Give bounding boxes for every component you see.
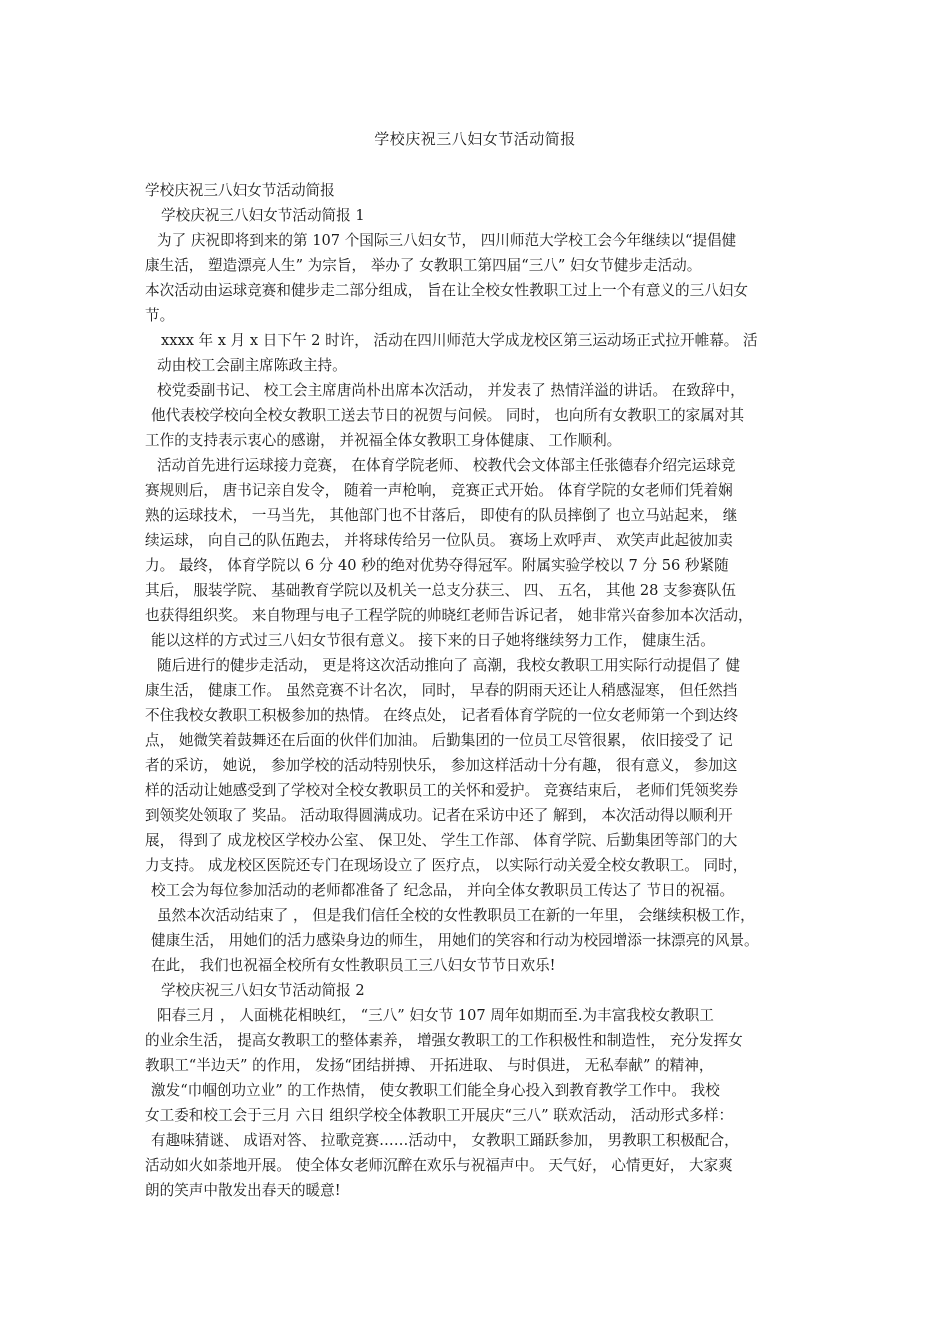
text-line: 者的采访， 她说， 参加学校的活动特别快乐， 参加这样活动十分有趣， 很有意义， 参加这 bbox=[145, 757, 738, 774]
text-line: 到领奖处领取了 奖品。 活动取得圆满成功。记者在采访中还了 解到， 本次活动得以顺利开 bbox=[145, 807, 733, 824]
text-line: 学校庆祝三八妇女节活动简报 bbox=[145, 182, 335, 199]
text-line: 能以这样的方式过三八妇女节很有意义。 接下来的日子她将继续努力工作， 健康生活。 bbox=[151, 632, 715, 649]
text-line: 校党委副书记、 校工会主席唐尚朴出席本次活动， 并发表了 热情洋溢的讲话。 在致辞中， bbox=[157, 382, 745, 399]
text-line: 其后， 服装学院、 基础教育学院以及机关一总支分获三、 四、 五名， 其他 28 支参赛队伍 bbox=[145, 582, 737, 599]
text-line: 的业余生活， 提高女教职工的整体素养， 增强女教职工的工作积极性和制造性， 充分发挥女 bbox=[145, 1032, 743, 1049]
text-line: 有趣味猜谜、 成语对答、 拉歌竞赛……活动中， 女教职工踊跃参加， 男教职工积极配合， bbox=[151, 1132, 739, 1149]
text-line: xxxx 年 x 月 x 日下午 2 时许， 活动在四川师范大学成龙校区第三运动场正式拉开帷幕。 活 bbox=[161, 332, 758, 349]
document-body bbox=[145, 178, 817, 1203]
text-line: 健康生活， 用她们的活力感染身边的师生， 用她们的笑容和行动为校园增添一抹漂亮的风景。 bbox=[151, 932, 759, 949]
text-line: 阳春三月 ， 人面桃花相映红， “三八” 妇女节 107 周年如期而至.为丰富我校女教职工 bbox=[157, 1007, 714, 1024]
text-line: 也获得组织奖。 来自物理与电子工程学院的帅晓红老师告诉记者， 她非常兴奋参加本次活动， bbox=[145, 607, 753, 624]
text-line: 工作的支持表示衷心的感谢， 并祝福全体女教职工身体健康、 工作顺利。 bbox=[145, 432, 622, 449]
text-line: 不住我校女教职工积极参加的热情。 在终点处， 记者看体育学院的一位女老师第一个到达终 bbox=[145, 707, 739, 724]
text-line: 康生活， 健康工作。 虽然竞赛不计名次， 同时， 早春的阴雨天还让人稍感湿寒， 但任然挡 bbox=[145, 682, 738, 699]
text-line: 学校庆祝三八妇女节活动简报 1 bbox=[161, 207, 365, 224]
text-line: 续运球， 向自己的队伍跑去， 并将球传给另一位队员。 赛场上欢呼声、 欢笑声此起彼加卖 bbox=[145, 532, 733, 549]
text-line: 本次活动由运球竞赛和健步走二部分组成， 旨在让全校女性教职工过上一个有意义的三八妇女 bbox=[145, 282, 748, 299]
text-line: 节。 bbox=[145, 307, 175, 324]
text-line: 力支持。 成龙校区医院还专门在现场设立了 医疗点， 以实际行动关爱全校女教职工。 同时， bbox=[145, 857, 748, 874]
text-line: 教职工“半边天” 的作用， 发扬“团结拼搏、 开拓进取、 与时俱进， 无私奉献” 的精神， bbox=[145, 1057, 714, 1074]
text-line: 为了 庆祝即将到来的第 107 个国际三八妇女节， 四川师范大学校工会今年继续以“提倡健 bbox=[157, 232, 737, 249]
text-line: 点， 她微笑着鼓舞还在后面的伙伴们加油。 后勤集团的一位员工尽管很累， 依旧接受了 记 bbox=[145, 732, 733, 749]
text-line: 展， 得到了 成龙校区学校办公室、 保卫处、 学生工作部、 体育学院、后勤集团等部门的大 bbox=[145, 832, 738, 849]
text-line: 赛规则后， 唐书记亲自发令， 随着一声枪响， 竞赛正式开始。 体育学院的女老师们凭着娴 bbox=[145, 482, 733, 499]
text-line: 熟的运球技术， 一马当先， 其他部门也不甘落后， 即使有的队员摔倒了 也立马站起来， 继 bbox=[145, 507, 738, 524]
text-line: 动由校工会副主席陈政主持。 bbox=[157, 357, 347, 374]
text-line: 力。 最终， 体育学院以 6 分 40 秒的绝对优势夺得冠军。附属实验学校以 7 分 56 秒紧随 bbox=[145, 557, 729, 574]
text-line: 虽然本次活动结束了 ， 但是我们信任全校的女性教职员工在新的一年里， 会继续积极工作， bbox=[157, 907, 755, 924]
text-line: 学校庆祝三八妇女节活动简报 2 bbox=[161, 982, 365, 999]
document-title: 学校庆祝三八妇女节活动简报 bbox=[374, 130, 576, 148]
text-line: 激发“巾帼创功立业” 的工作热情， 使女教职工们能全身心投入到教育教学工作中。 我校 bbox=[151, 1082, 720, 1099]
text-line: 活动首先进行运球接力竞赛， 在体育学院老师、 校教代会文体部主任张德春介绍完运球竞 bbox=[157, 457, 736, 474]
text-line: 校工会为每位参加活动的老师都准备了 纪念品， 并向全体女教职员工传达了 节日的祝福。 bbox=[151, 882, 735, 899]
text-line: 朗的笑声中散发出春天的暖意! bbox=[145, 1182, 341, 1199]
text-line: 在此， 我们也祝福全校所有女性教职员工三八妇女节节日欢乐! bbox=[151, 957, 556, 974]
text-line: 样的活动让她感受到了学校对全校女教职员工的关怀和爱护。 竞赛结束后， 老师们凭领奖券 bbox=[145, 782, 739, 799]
text-line: 他代表校学校向全校女教职工送去节日的祝贺与问候。 同时， 也向所有女教职工的家属对其 bbox=[151, 407, 745, 424]
text-line: 康生活， 塑造漂亮人生” 为宗旨， 举办了 女教职工第四届“三八” 妇女节健步走活动。 bbox=[145, 257, 702, 274]
text-line: 活动如火如荼地开展。 使全体女老师沉醉在欢乐与祝福声中。 天气好， 心情更好， 大家爽 bbox=[145, 1157, 733, 1174]
text-line: 女工委和校工会于三月 六日 组织学校全体教职工开展庆“三八” 联欢活动， 活动形式多样： bbox=[145, 1107, 734, 1124]
text-line: 随后进行的健步走活动， 更是将这次活动推向了 高潮，我校女教职工用实际行动提倡了 健 bbox=[157, 657, 741, 674]
